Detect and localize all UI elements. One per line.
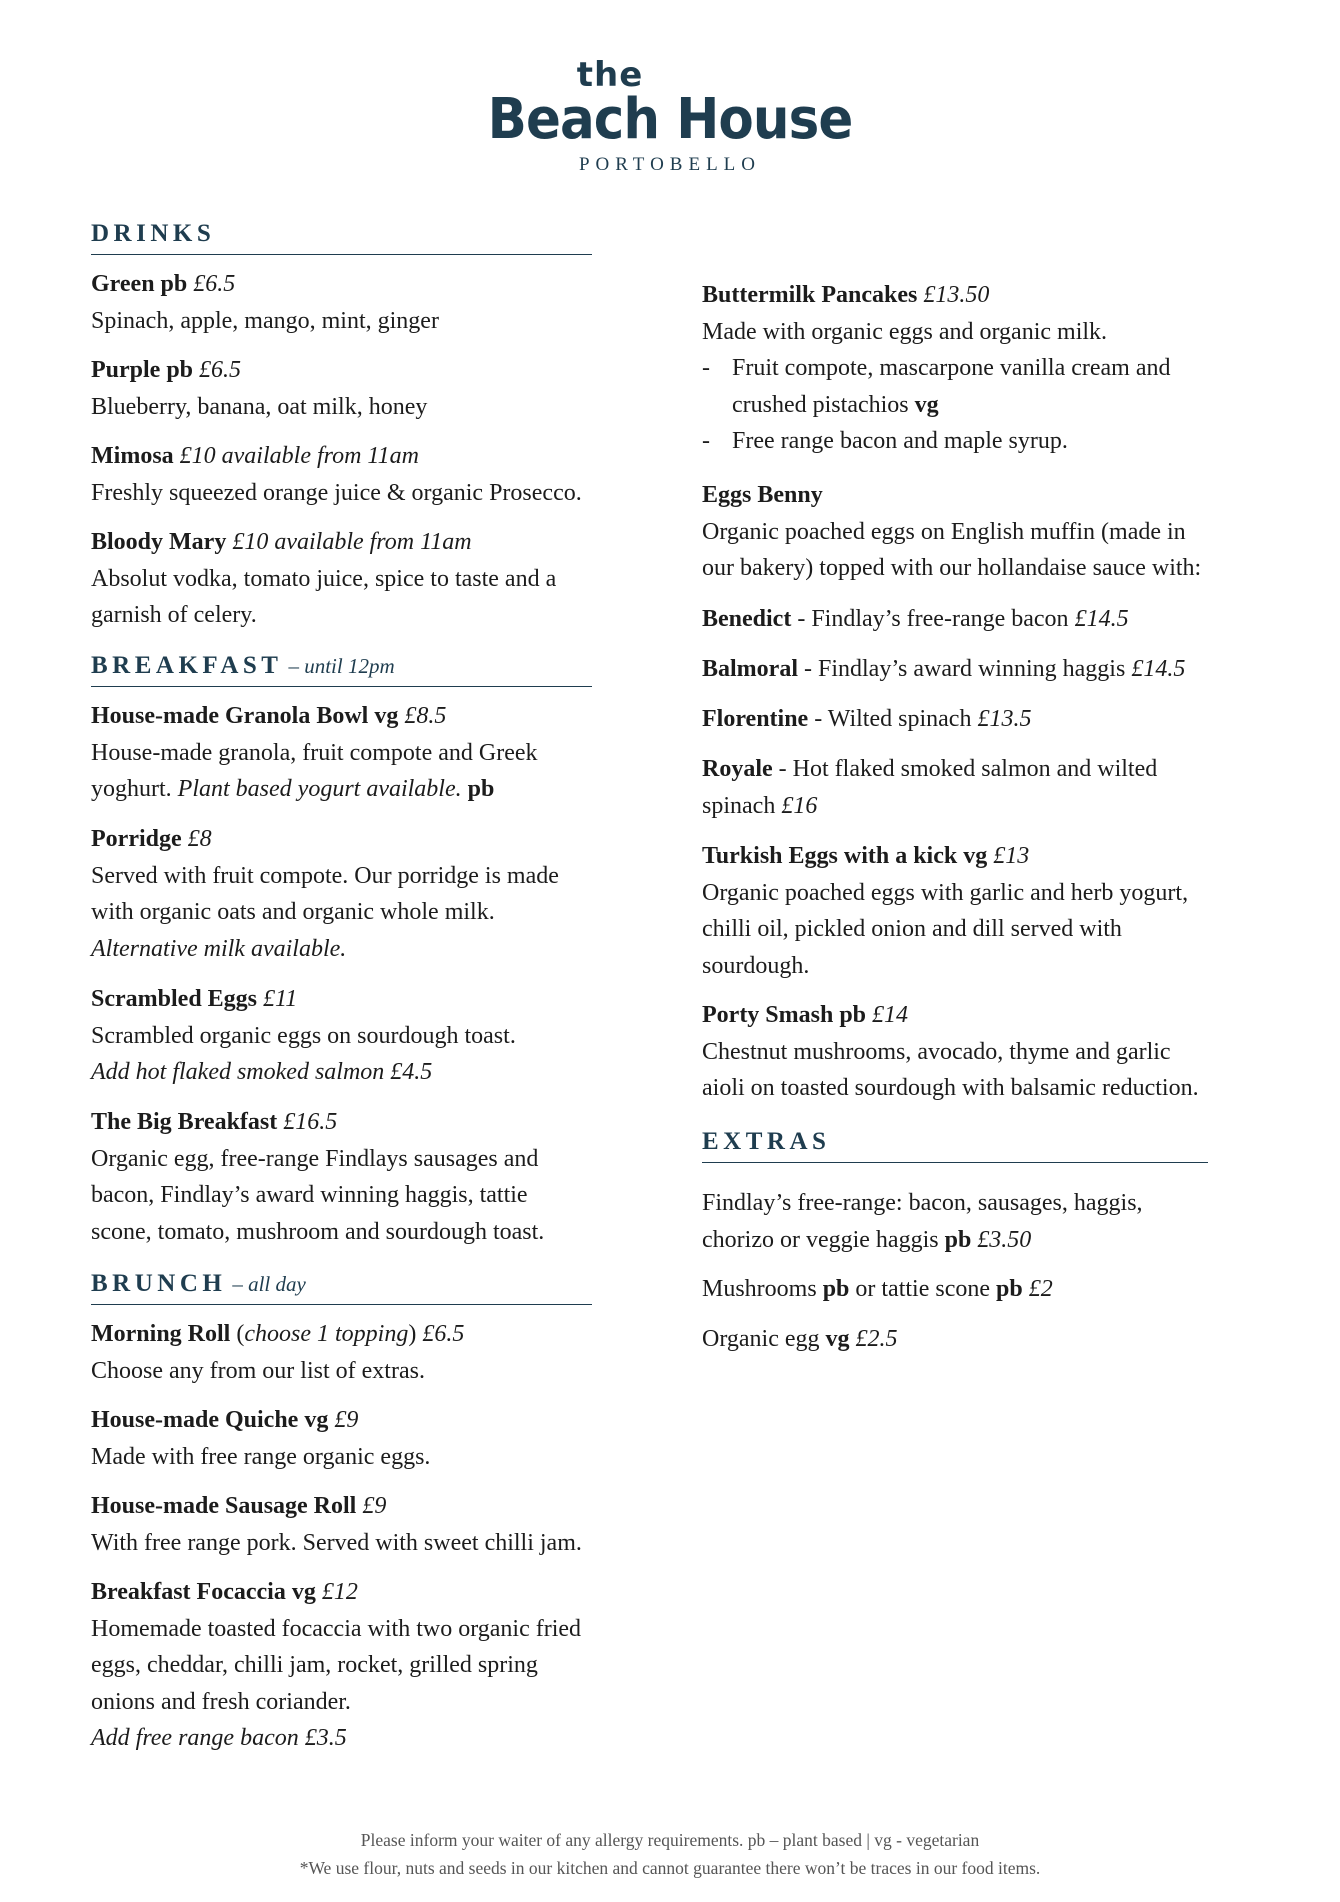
menu-item-porridge [91,821,559,967]
dietary-tag: vg [914,391,939,418]
item-desc: with organic oats and organic whole milk. [91,899,495,925]
extras-egg [702,1321,1282,1358]
item-title: Breakfast Focaccia vg [91,1579,316,1605]
extras-heading [702,1128,1208,1163]
item-title: Purple pb [91,357,194,383]
separator: - [798,656,818,682]
option-text: crushed pistachios [732,391,909,418]
item-price: £12 [321,1579,358,1605]
item-note: choose 1 topping [244,1321,409,1347]
item-price: £13 [993,843,1030,869]
menu-item-focaccia [91,1574,581,1757]
item-note: Plant based yogurt available. [177,776,462,802]
item-desc: Organic egg, free-range Findlays sausages and [91,1145,539,1172]
item-desc: Organic poached eggs with garlic and herb yogurt, [702,879,1189,906]
footer [0,1826,1340,1882]
menu-item-royale [702,751,1282,824]
item-desc: Choose any from our list of extras. [91,1357,425,1384]
item-title: Mimosa [91,443,174,469]
section-title: BREAKFAST [91,652,283,679]
item-desc: our bakery) topped with our hollandaise sauce with: [702,555,1202,581]
item-desc: or tattie scone [855,1276,991,1302]
menu-item-benedict [702,601,1282,638]
item-price: £6.5 [199,357,242,383]
item-price: £2.5 [855,1326,898,1352]
item-desc: Homemade toasted focaccia with two organic fried [91,1615,582,1642]
menu-item-scrambled-eggs [91,981,516,1091]
item-note: available from 11am [274,529,472,555]
item-price: £8 [187,826,212,852]
item-price: £14.5 [1074,606,1129,632]
paren: ( [236,1321,245,1347]
item-title: Benedict [702,606,792,632]
item-title: Morning Roll [91,1321,231,1347]
menu-item-quiche [91,1402,430,1475]
menu-item-bloody-mary [91,524,556,634]
item-desc: House-made granola, fruit compote and Greek [91,739,538,766]
item-title: Bloody Mary [91,529,227,555]
item-price: £9 [334,1407,359,1433]
dietary-tag: pb [467,776,495,802]
item-price: £14 [872,1002,909,1028]
logo-name: Beach House [487,87,853,152]
disclaimer: *We use flour, nuts and seeds in our kitchen and cannot guarantee there won’t be traces in our food items. [299,1858,1041,1878]
item-title: Eggs Benny [702,482,823,508]
item-title: Florentine [702,706,809,732]
menu-item-sausage-roll [91,1488,582,1561]
item-desc: Freshly squeezed orange juice & organic Prosecco. [91,479,582,506]
menu-item-granola [91,698,538,808]
item-title: Turkish Eggs with a kick vg [702,843,988,869]
item-title: The Big Breakfast [91,1109,278,1135]
item-title: Porty Smash pb [702,1002,867,1028]
section-title: DRINKS [91,220,216,247]
item-desc: Chestnut mushrooms, avocado, thyme and garlic [702,1038,1171,1065]
menu-item-turkish-eggs [702,838,1282,984]
menu-item-morning-roll [91,1316,464,1389]
option-text: Free range bacon and maple syrup. [732,428,1068,454]
logo [0,55,1340,176]
item-price: £6.5 [193,271,236,297]
menu-item-balmoral [702,651,1282,688]
menu-item-purple [91,352,427,425]
item-desc: garnish of celery. [91,602,257,628]
drinks-heading [91,220,592,255]
item-desc: Made with free range organic eggs. [91,1443,431,1470]
item-desc: Blueberry, banana, oat milk, honey [91,393,428,420]
section-subtitle: – all day [232,1272,306,1296]
item-desc: Served with fruit compote. Our porridge is made [91,862,559,889]
item-desc: chilli oil, pickled onion and dill served with [702,916,1122,942]
item-desc: spinach [702,792,776,819]
item-desc: Scrambled organic eggs on sourdough toast. [91,1022,516,1049]
item-desc: onions and fresh coriander. [91,1688,351,1715]
dietary-tag: pb [996,1276,1023,1302]
item-title: House-made Quiche vg [91,1407,329,1433]
item-desc: Organic egg [702,1326,820,1352]
menu-item-porty-smash [702,997,1302,1107]
item-desc: With free range pork. Served with sweet chilli jam. [91,1529,582,1556]
item-title: Green pb [91,271,188,297]
section-title: EXTRAS [702,1128,831,1155]
item-price: £6.5 [422,1321,465,1347]
list-item [702,423,1282,460]
dash: - [702,428,710,454]
dietary-tag: pb [822,1276,850,1302]
extras-meats [702,1185,1282,1258]
item-price: £14.5 [1131,656,1186,682]
logo-place: PORTOBELLO [578,154,761,175]
item-desc: Made with organic eggs and organic milk. [702,318,1108,345]
dietary-tag: pb [944,1226,972,1253]
item-price: £11 [263,986,298,1012]
item-price: £13.5 [977,706,1032,732]
item-title: Buttermilk Pancakes [702,282,918,308]
item-title: Scrambled Eggs [91,986,258,1012]
item-note: Alternative milk available. [91,935,347,962]
item-desc: sourdough. [702,952,810,979]
item-desc: eggs, cheddar, chilli jam, rocket, grilled spring [91,1652,538,1678]
item-title: Balmoral [702,656,798,682]
item-price: £9 [362,1493,387,1519]
item-desc: bacon, Findlay’s award winning haggis, tattie [91,1182,528,1208]
separator: - [808,706,828,732]
item-desc: Organic poached eggs on English muffin (made in [702,518,1186,545]
item-desc: Mushrooms [702,1276,817,1302]
menu-item-big-breakfast [91,1104,544,1250]
item-desc: Absolut vodka, tomato juice, spice to taste and a [91,565,557,592]
section-subtitle: – until 12pm [288,654,395,678]
dash: - [702,355,710,381]
separator: - [791,606,812,632]
extras-mushrooms [702,1271,1282,1308]
item-price: £10 [179,443,216,469]
item-title: Porridge [91,826,182,852]
item-desc: Findlay’s free-range: bacon, sausages, haggis, [702,1190,1143,1216]
item-desc: aioli on toasted sourdough with balsamic reduction. [702,1075,1199,1101]
item-desc: chorizo or veggie haggis [702,1226,939,1253]
item-title: House-made Granola Bowl vg [91,703,399,729]
item-note: Add free range bacon £3.5 [91,1725,347,1751]
item-desc: Wilted spinach [827,706,972,732]
item-desc: Hot flaked smoked salmon and wilted [792,756,1158,782]
item-price: £3.50 [977,1226,1032,1253]
item-price: £2 [1028,1276,1053,1302]
item-note: Add hot flaked smoked salmon £4.5 [91,1059,433,1085]
menu-item-mimosa [91,438,582,511]
option-text: Fruit compote, mascarpone vanilla cream and [732,355,1171,381]
brunch-heading [91,1270,592,1305]
item-price: £13.50 [923,282,990,308]
list-item [702,350,1282,423]
item-desc: Findlay’s award winning haggis [818,656,1126,682]
menu-item-green [91,266,439,339]
item-desc: scone, tomato, mushroom and sourdough toast. [91,1218,545,1245]
menu-item-pancakes [702,277,1282,460]
item-desc: yoghurt. [91,776,172,802]
item-desc: Spinach, apple, mango, mint, ginger [91,307,439,334]
paren: ) [408,1321,417,1347]
option-list [702,350,1282,460]
item-title: Royale [702,756,773,782]
item-price: £16 [781,792,818,819]
section-title: BRUNCH [91,1270,227,1297]
breakfast-heading [91,652,592,687]
allergy-note: Please inform your waiter of any allergy requirements. pb – plant based | vg - vegetarian [360,1830,980,1850]
item-price: £16.5 [283,1109,338,1135]
logo-small-text: the [576,55,644,95]
dietary-tag: vg [825,1326,850,1352]
item-price: £10 [232,529,269,555]
separator: - [772,756,793,782]
menu-item-eggs-benny [702,477,1282,587]
menu-item-florentine [702,701,1282,738]
item-price: £8.5 [404,703,447,729]
item-desc: Findlay’s free-range bacon [811,606,1069,632]
item-title: House-made Sausage Roll [91,1493,357,1519]
item-note: available from 11am [221,443,419,469]
